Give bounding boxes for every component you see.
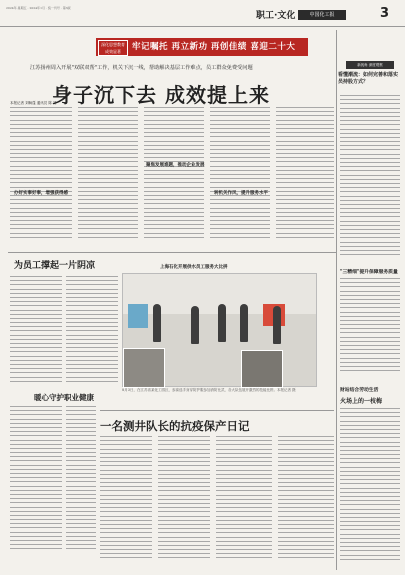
lead-column-2 [78, 107, 138, 245]
left-column-1 [10, 276, 62, 388]
photo-person [273, 306, 281, 344]
divider [336, 30, 337, 570]
divider [8, 252, 336, 253]
page-number: 3 [380, 6, 390, 21]
photo-person [240, 304, 248, 342]
bottom-column-2 [158, 436, 210, 566]
newspaper-logo: 中国化工报 [298, 10, 346, 20]
section-heading-1: 为员工撑起一片阴凉 [14, 261, 96, 271]
byline: 本报记者 刘畅蓬 通讯员 陈 靖 [10, 101, 57, 105]
photo-person [218, 304, 226, 342]
lead-column-5 [276, 107, 334, 245]
banner-tag: 深化思想教育 成效显著 [98, 40, 128, 56]
right-headline-2: 财站结合劳动生活 [340, 388, 379, 393]
bottom-column-1 [100, 436, 152, 566]
slogan-banner [96, 38, 308, 56]
photo-sign [128, 304, 148, 328]
right-column-1 [340, 95, 400, 260]
lead-column-3 [144, 107, 204, 245]
section-heading-2: 暖心守护职业健康 [34, 393, 94, 402]
lead-kicker: 江苏扬州周入开展"双联双帮"工作，机关下沉一线，帮助解决基层工作难点，员工群众免费受问题 [30, 65, 253, 71]
section-name: 职工·文化 [256, 11, 296, 21]
bottom-headline: 一名测井队长的抗疫保产日记 [100, 419, 250, 433]
sidebar-badge: 新视角 深度观察 [346, 61, 394, 69]
lead-column-1 [10, 107, 72, 247]
subhead-2: 聚焦发展难题，推动企业发展 [146, 163, 205, 168]
left-column-2 [66, 276, 118, 388]
lead-headline: 身子沉下去 成效提上来 [52, 83, 270, 107]
photo-title: 上海石化开展供水员工服务大比拼 [160, 265, 228, 270]
sidebar-headline: 看懂潮流：如何完善和落实员持股方式？ [338, 72, 399, 85]
right-column-2 [340, 278, 400, 378]
subhead-3: 转机关作风，提升服务水平 [214, 191, 268, 196]
photo-caption: 8月3日，在江苏省某化工园区，参赛选手身穿防护服参加消防比武，各大队伍展开激烈的技能比拼。本报记者 摄 [122, 388, 296, 392]
bottom-column-4 [278, 436, 334, 566]
subhead-1: 办好实事好事，增强获得感 [14, 191, 68, 196]
right-headline-3: 火场上的一枝梅 [340, 398, 383, 405]
photo-person [191, 306, 199, 344]
lead-column-4 [210, 107, 270, 245]
photo-inset [123, 348, 165, 388]
right-headline-1: "三精细"提升保障服务质量 [340, 270, 398, 275]
photo-inset [241, 350, 283, 388]
right-column-3 [340, 408, 400, 568]
left-column-4 [66, 406, 96, 556]
news-photo [122, 273, 317, 387]
bottom-column-3 [216, 436, 272, 566]
divider [100, 410, 334, 411]
edition-line: 2024年·星期五 · 2024年1月 · 统一刊号 · 第3版 [6, 6, 71, 10]
photo-person [153, 304, 161, 342]
banner-text: 牢记嘱托 再立新功 再创佳绩 喜迎二十大 [132, 42, 296, 52]
masthead [0, 0, 405, 27]
right-sidebar-header [338, 58, 401, 86]
left-column-3 [10, 406, 62, 556]
